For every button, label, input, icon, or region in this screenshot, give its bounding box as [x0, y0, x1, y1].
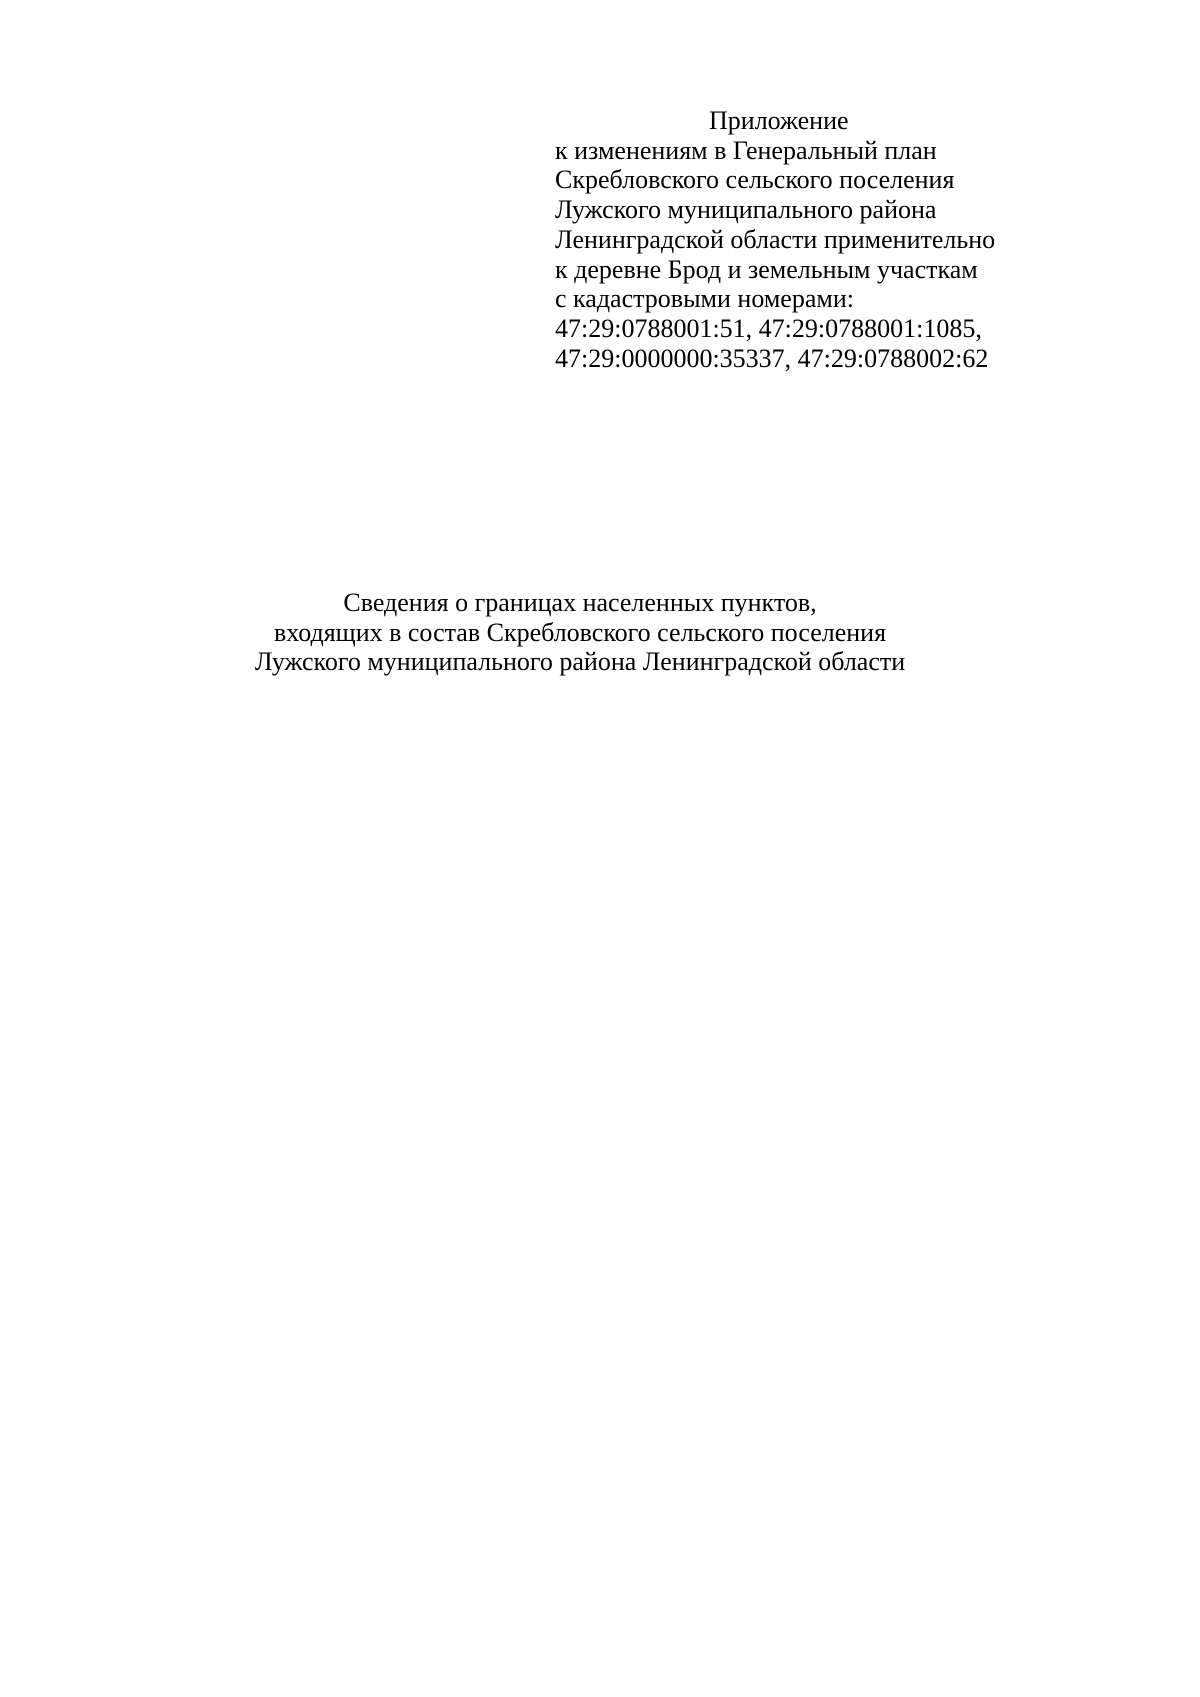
appendix-line: Ленинградской области применительно [555, 224, 996, 254]
title-line: входящих в состав Скребловского сельского поселения [273, 617, 887, 647]
title-line: Лужского муниципального района Ленинградской области [254, 647, 906, 677]
appendix-line: Лужского муниципального района [555, 195, 937, 225]
document-title [0, 588, 1160, 677]
appendix-line: к деревне Брод и земельным участкам [555, 254, 978, 284]
cadastral-numbers-line: 47:29:0788001:51, 47:29:0788001:1085, [555, 313, 982, 343]
appendix-line: с кадастровыми номерами: [555, 284, 854, 314]
appendix-block [555, 106, 1015, 373]
title-line: Сведения о границах населенных пунктов, [343, 588, 817, 617]
appendix-line: к изменениям в Генеральный план [555, 135, 937, 165]
appendix-heading: Приложение [709, 106, 849, 135]
appendix-line: Скребловского сельского поселения [555, 165, 955, 195]
cadastral-numbers-line: 47:29:0000000:35337, 47:29:0788002:62 [555, 343, 989, 373]
